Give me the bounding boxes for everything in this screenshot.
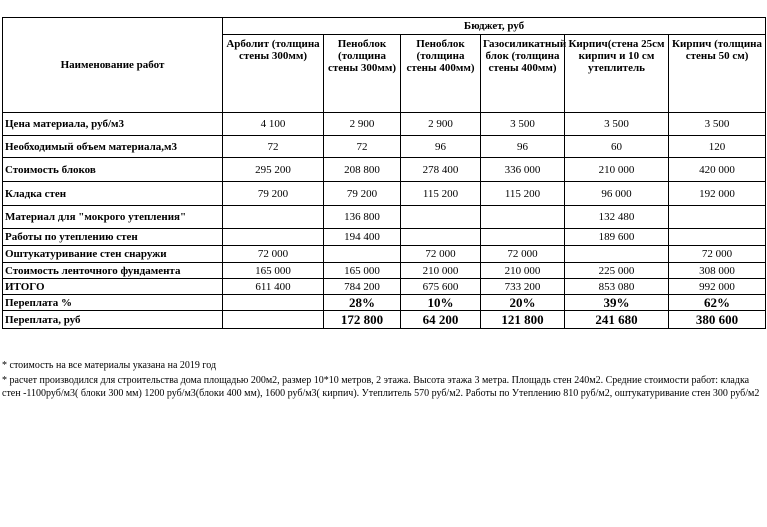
table-cell xyxy=(223,295,324,311)
table-cell: 60 xyxy=(565,136,669,158)
table-row xyxy=(3,295,766,311)
table-cell: 611 400 xyxy=(223,279,324,295)
budget-table xyxy=(2,17,766,329)
table-cell: 225 000 xyxy=(565,263,669,279)
table-cell: 62% xyxy=(669,295,766,311)
table-cell: 278 400 xyxy=(401,158,481,182)
table-cell xyxy=(223,206,324,229)
column-header-material: Арболит (толщина стены 300мм) xyxy=(223,35,324,113)
table-row xyxy=(3,229,766,246)
table-cell: 10% xyxy=(401,295,481,311)
row-label: ИТОГО xyxy=(3,279,223,295)
table-cell: 96 xyxy=(481,136,565,158)
column-header-material: Кирпич (толщина стены 50 см) xyxy=(669,35,766,113)
table-cell xyxy=(669,229,766,246)
table-cell xyxy=(401,206,481,229)
column-header-name: Наименование работ xyxy=(3,18,223,113)
table-row xyxy=(3,136,766,158)
table-cell: 165 000 xyxy=(324,263,401,279)
table-cell: 194 400 xyxy=(324,229,401,246)
table-cell: 210 000 xyxy=(481,263,565,279)
table-row xyxy=(3,182,766,206)
table-cell: 210 000 xyxy=(401,263,481,279)
table-cell: 72 000 xyxy=(669,246,766,263)
row-label: Переплата % xyxy=(3,295,223,311)
table-row xyxy=(3,311,766,329)
table-cell: 308 000 xyxy=(669,263,766,279)
table-cell xyxy=(481,206,565,229)
column-header-material: Пеноблок (толщина стены 400мм) xyxy=(401,35,481,113)
column-header-budget: Бюджет, руб xyxy=(223,18,766,35)
column-header-material: Газосиликатный блок (толщина стены 400мм) xyxy=(481,35,565,113)
table-cell: 28% xyxy=(324,295,401,311)
table-cell: 121 800 xyxy=(481,311,565,329)
table-cell: 72 xyxy=(223,136,324,158)
table-cell: 241 680 xyxy=(565,311,669,329)
table-cell: 79 200 xyxy=(223,182,324,206)
table-cell: 96 xyxy=(401,136,481,158)
table-cell xyxy=(669,206,766,229)
table-row xyxy=(3,263,766,279)
table-cell: 992 000 xyxy=(669,279,766,295)
table-cell: 208 800 xyxy=(324,158,401,182)
table-cell: 853 080 xyxy=(565,279,669,295)
row-label: Материал для "мокрого утепления" xyxy=(3,206,223,229)
table-cell: 115 200 xyxy=(401,182,481,206)
row-label: Кладка стен xyxy=(3,182,223,206)
table-cell: 189 600 xyxy=(565,229,669,246)
table-cell xyxy=(565,246,669,263)
table-cell xyxy=(481,229,565,246)
table-cell: 132 480 xyxy=(565,206,669,229)
table-cell: 192 000 xyxy=(669,182,766,206)
table-cell: 675 600 xyxy=(401,279,481,295)
table-cell: 136 800 xyxy=(324,206,401,229)
table-cell xyxy=(324,246,401,263)
table-cell: 420 000 xyxy=(669,158,766,182)
table-cell: 64 200 xyxy=(401,311,481,329)
table-row xyxy=(3,206,766,229)
table-cell: 2 900 xyxy=(324,113,401,136)
table-cell: 380 600 xyxy=(669,311,766,329)
column-header-material: Кирпич(стена 25см кирпич и 10 см утеплитель xyxy=(565,35,669,113)
table-row xyxy=(3,158,766,182)
table-cell: 39% xyxy=(565,295,669,311)
table-cell: 72 000 xyxy=(481,246,565,263)
table-cell: 295 200 xyxy=(223,158,324,182)
table-cell: 210 000 xyxy=(565,158,669,182)
table-cell: 3 500 xyxy=(565,113,669,136)
table-cell: 72 xyxy=(324,136,401,158)
table-cell: 120 xyxy=(669,136,766,158)
table-cell: 72 000 xyxy=(401,246,481,263)
table-cell: 3 500 xyxy=(481,113,565,136)
footnotes xyxy=(2,359,762,402)
table-cell: 3 500 xyxy=(669,113,766,136)
row-label: Переплата, руб xyxy=(3,311,223,329)
table-cell: 172 800 xyxy=(324,311,401,329)
table-row xyxy=(3,113,766,136)
table-cell: 4 100 xyxy=(223,113,324,136)
table-cell: 96 000 xyxy=(565,182,669,206)
table-row xyxy=(3,279,766,295)
table-cell: 336 000 xyxy=(481,158,565,182)
footnote: * расчет производился для строительства дома площадью 200м2, размер 10*10 метров, 2 этажа. Высота этажа 3 метра. Площадь стен 240м2. Средние стоимости работ: кладка стен -1100руб/м3( блоки 300 мм) 1200 руб/м3(блоки 400 мм), 1600 руб/м3( кирпич). Утеплитель 570 руб/м2. Работы по Утеплению 810 руб/м2, оштукатуривание стен 300 руб/м2 xyxy=(2,375,760,399)
table-cell: 2 900 xyxy=(401,113,481,136)
column-header-material: Пеноблок (толщина стены 300мм) xyxy=(324,35,401,113)
table-cell: 79 200 xyxy=(324,182,401,206)
table-cell: 115 200 xyxy=(481,182,565,206)
table-cell: 784 200 xyxy=(324,279,401,295)
row-label: Оштукатуривание стен снаружи xyxy=(3,246,223,263)
row-label: Необходимый объем материала,м3 xyxy=(3,136,223,158)
table-cell: 733 200 xyxy=(481,279,565,295)
footnote: * стоимость на все материалы указана на 2019 год xyxy=(2,360,217,371)
table-cell: 72 000 xyxy=(223,246,324,263)
table-cell xyxy=(223,229,324,246)
row-label: Цена материала, руб/м3 xyxy=(3,113,223,136)
row-label: Стоимость блоков xyxy=(3,158,223,182)
table-row xyxy=(3,246,766,263)
table-cell: 165 000 xyxy=(223,263,324,279)
table-cell xyxy=(401,229,481,246)
row-label: Работы по утеплению стен xyxy=(3,229,223,246)
table-cell xyxy=(223,311,324,329)
table-cell: 20% xyxy=(481,295,565,311)
row-label: Стоимость ленточного фундамента xyxy=(3,263,223,279)
